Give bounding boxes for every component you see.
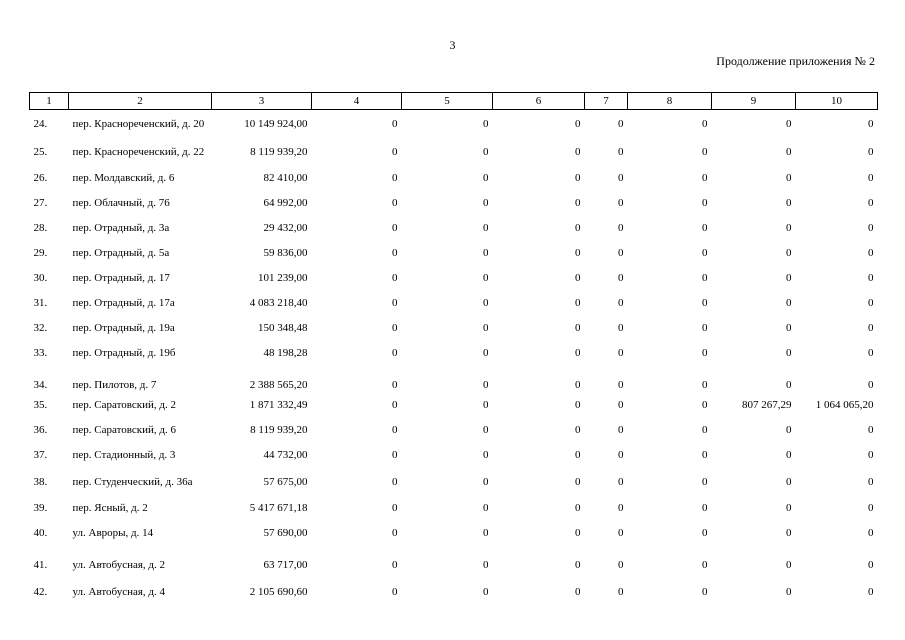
- address-cell: пер. Ясный, д. 2: [72, 502, 148, 514]
- row-number: 29.: [33, 247, 48, 259]
- value-cell-col10: 0: [868, 424, 874, 436]
- value-cell-col9: 0: [786, 585, 792, 598]
- value-cell-col4: 0: [392, 247, 398, 259]
- appendix-continuation-note: Продолжение приложения № 2: [716, 54, 875, 68]
- value-cell-col10: 0: [868, 558, 874, 571]
- value-cell-col5: 0: [483, 449, 489, 461]
- value-cell-col4: 0: [392, 399, 398, 411]
- value-cell-col9: 0: [786, 322, 792, 334]
- value-cell-col7: 0: [618, 558, 624, 571]
- value-cell-col3: 2 105 690,60: [249, 585, 308, 598]
- value-cell-col8: 0: [702, 502, 708, 514]
- value-cell-col3: 1 871 332,49: [249, 399, 308, 411]
- value-cell-col9: 0: [786, 297, 792, 309]
- value-cell-col6: 0: [575, 475, 581, 488]
- value-cell-col5: 0: [483, 145, 489, 158]
- value-cell-col4: 0: [392, 222, 398, 234]
- page-number: 3: [449, 38, 456, 52]
- value-cell-col5: 0: [483, 347, 489, 359]
- value-cell-col6: 0: [575, 222, 581, 234]
- value-cell-col9: 0: [786, 247, 792, 259]
- value-cell-col8: 0: [702, 197, 708, 209]
- value-cell-col3: 29 432,00: [263, 222, 308, 234]
- value-cell-col3: 48 198,28: [263, 347, 308, 359]
- value-cell-col3: 59 836,00: [263, 247, 308, 259]
- address-cell: ул. Авроры, д. 14: [72, 527, 154, 539]
- row-number: 31.: [33, 297, 48, 309]
- value-cell-col5: 0: [483, 117, 489, 130]
- table-row: [30, 468, 878, 496]
- value-cell-col7: 0: [618, 247, 624, 259]
- value-cell-col10: 0: [868, 172, 874, 184]
- value-cell-col9: 0: [786, 558, 792, 571]
- value-cell-col7: 0: [618, 117, 624, 130]
- address-cell: пер. Краснореченский, д. 22: [72, 145, 205, 158]
- value-cell-col6: 0: [575, 347, 581, 359]
- value-cell-col6: 0: [575, 527, 581, 539]
- address-cell: пер. Стадионный, д. 3: [72, 449, 176, 461]
- value-cell-col5: 0: [483, 502, 489, 514]
- value-cell-col8: 0: [702, 145, 708, 158]
- table-row: [30, 443, 878, 468]
- row-number: 40.: [33, 527, 48, 539]
- value-cell-col9: 0: [786, 527, 792, 539]
- value-cell-col5: 0: [483, 585, 489, 598]
- value-cell-col5: 0: [483, 399, 489, 411]
- table-row: [30, 366, 878, 393]
- value-cell-col5: 0: [483, 527, 489, 539]
- value-cell-col10: 0: [868, 347, 874, 359]
- value-cell-col4: 0: [392, 197, 398, 209]
- value-cell-col7: 0: [618, 145, 624, 158]
- value-cell-col9: 0: [786, 172, 792, 184]
- value-cell-col10: 0: [868, 297, 874, 309]
- value-cell-col10: 0: [868, 502, 874, 514]
- value-cell-col9: 0: [786, 222, 792, 234]
- address-cell: пер. Отрадный, д. 5а: [72, 247, 170, 259]
- value-cell-col8: 0: [702, 347, 708, 359]
- value-cell-col6: 0: [575, 502, 581, 514]
- address-cell: ул. Автобусная, д. 2: [72, 558, 166, 571]
- value-cell-col4: 0: [392, 558, 398, 571]
- row-number: 32.: [33, 322, 48, 334]
- value-cell-col7: 0: [618, 527, 624, 539]
- value-cell-col3: 82 410,00: [263, 172, 308, 184]
- value-cell-col9: 0: [786, 424, 792, 436]
- value-cell-col7: 0: [618, 399, 624, 411]
- row-number: 38.: [33, 475, 48, 488]
- table-row: [30, 138, 878, 166]
- value-cell-col6: 0: [575, 558, 581, 571]
- value-cell-col10: 0: [868, 222, 874, 234]
- value-cell-col6: 0: [575, 585, 581, 598]
- value-cell-col6: 0: [575, 197, 581, 209]
- value-cell-col7: 0: [618, 222, 624, 234]
- col-header-8: 8: [628, 93, 712, 110]
- value-cell-col4: 0: [392, 424, 398, 436]
- value-cell-col9: 0: [786, 197, 792, 209]
- value-cell-col4: 0: [392, 502, 398, 514]
- row-number: 28.: [33, 222, 48, 234]
- address-cell: пер. Отрадный, д. 3а: [72, 222, 170, 234]
- value-cell-col9: 0: [786, 449, 792, 461]
- table-body: [30, 110, 878, 600]
- value-cell-col8: 0: [702, 247, 708, 259]
- value-cell-col9: 0: [786, 272, 792, 284]
- value-cell-col8: 0: [702, 222, 708, 234]
- row-number: 41.: [33, 558, 48, 571]
- value-cell-col5: 0: [483, 475, 489, 488]
- value-cell-col3: 8 119 939,20: [250, 145, 308, 158]
- value-cell-col3: 63 717,00: [263, 558, 308, 571]
- value-cell-col10: 0: [868, 475, 874, 488]
- row-number: 34.: [33, 378, 48, 391]
- value-cell-col5: 0: [483, 378, 489, 391]
- table-row: [30, 266, 878, 291]
- value-cell-col3: 2 388 565,20: [249, 378, 308, 391]
- col-header-7: 7: [585, 93, 628, 110]
- address-cell: пер. Отрадный, д. 19а: [72, 322, 175, 334]
- value-cell-col5: 0: [483, 222, 489, 234]
- value-cell-col8: 0: [702, 585, 708, 598]
- value-cell-col8: 0: [702, 272, 708, 284]
- value-cell-col3: 10 149 924,00: [244, 117, 308, 130]
- value-cell-col6: 0: [575, 272, 581, 284]
- value-cell-col7: 0: [618, 502, 624, 514]
- value-cell-col8: 0: [702, 527, 708, 539]
- col-header-2: 2: [69, 93, 212, 110]
- value-cell-col4: 0: [392, 322, 398, 334]
- col-header-1: 1: [30, 93, 69, 110]
- value-cell-col5: 0: [483, 322, 489, 334]
- address-cell: пер. Саратовский, д. 6: [72, 424, 176, 436]
- table-row: [30, 291, 878, 316]
- value-cell-col10: 0: [868, 247, 874, 259]
- row-number: 27.: [33, 197, 48, 209]
- value-cell-col4: 0: [392, 475, 398, 488]
- address-cell: пер. Пилотов, д. 7: [72, 378, 157, 391]
- value-cell-col10: 0: [868, 449, 874, 461]
- value-cell-col7: 0: [618, 322, 624, 334]
- value-cell-col8: 0: [702, 399, 708, 411]
- value-cell-col6: 0: [575, 297, 581, 309]
- value-cell-col8: 0: [702, 117, 708, 130]
- row-number: 35.: [33, 399, 48, 411]
- table-row: [30, 496, 878, 521]
- col-header-5: 5: [402, 93, 493, 110]
- value-cell-col5: 0: [483, 197, 489, 209]
- address-cell: пер. Облачный, д. 76: [72, 197, 170, 209]
- table-row: [30, 418, 878, 443]
- row-number: 24.: [33, 117, 48, 130]
- value-cell-col10: 0: [868, 585, 874, 598]
- value-cell-col6: 0: [575, 117, 581, 130]
- table-row: [30, 341, 878, 366]
- value-cell-col8: 0: [702, 449, 708, 461]
- row-number: 39.: [33, 502, 48, 514]
- value-cell-col9: 0: [786, 117, 792, 130]
- value-cell-col3: 44 732,00: [263, 449, 308, 461]
- value-cell-col3: 150 348,48: [258, 322, 308, 334]
- value-cell-col10: 0: [868, 197, 874, 209]
- value-cell-col5: 0: [483, 272, 489, 284]
- value-cell-col10: 0: [868, 322, 874, 334]
- value-cell-col8: 0: [702, 322, 708, 334]
- value-cell-col10: 0: [868, 378, 874, 391]
- table-row: [30, 546, 878, 573]
- col-header-10: 10: [796, 93, 878, 110]
- value-cell-col4: 0: [392, 347, 398, 359]
- value-cell-col3: 101 239,00: [258, 272, 308, 284]
- address-cell: пер. Молдавский, д. 6: [72, 172, 175, 184]
- row-number: 42.: [33, 585, 48, 598]
- column-number-header: [30, 93, 878, 110]
- table-row: [30, 521, 878, 546]
- value-cell-col7: 0: [618, 378, 624, 391]
- value-cell-col3: 8 119 939,20: [250, 424, 308, 436]
- value-cell-col10: 1 064 065,20: [815, 399, 874, 411]
- value-cell-col4: 0: [392, 585, 398, 598]
- value-cell-col6: 0: [575, 247, 581, 259]
- address-cell: пер. Отрадный, д. 17а: [72, 297, 175, 309]
- value-cell-col5: 0: [483, 558, 489, 571]
- value-cell-col8: 0: [702, 424, 708, 436]
- value-cell-col4: 0: [392, 272, 398, 284]
- address-cell: пер. Студенческий, д. 36а: [72, 475, 193, 488]
- address-cell: пер. Саратовский, д. 2: [72, 399, 176, 411]
- value-cell-col6: 0: [575, 449, 581, 461]
- value-cell-col3: 57 690,00: [263, 527, 308, 539]
- value-cell-col9: 807 267,29: [742, 399, 792, 411]
- row-number: 26.: [33, 172, 48, 184]
- value-cell-col5: 0: [483, 424, 489, 436]
- value-cell-col4: 0: [392, 378, 398, 391]
- value-cell-col4: 0: [392, 449, 398, 461]
- value-cell-col4: 0: [392, 145, 398, 158]
- value-cell-col6: 0: [575, 399, 581, 411]
- table-row: [30, 573, 878, 600]
- value-cell-col7: 0: [618, 347, 624, 359]
- value-cell-col3: 4 083 218,40: [249, 297, 308, 309]
- value-cell-col7: 0: [618, 449, 624, 461]
- table-row: [30, 191, 878, 216]
- value-cell-col10: 0: [868, 272, 874, 284]
- value-cell-col8: 0: [702, 378, 708, 391]
- value-cell-col5: 0: [483, 247, 489, 259]
- value-cell-col10: 0: [868, 117, 874, 130]
- table-row: [30, 393, 878, 418]
- col-header-3: 3: [212, 93, 312, 110]
- value-cell-col7: 0: [618, 475, 624, 488]
- value-cell-col9: 0: [786, 475, 792, 488]
- value-cell-col3: 57 675,00: [263, 475, 308, 488]
- row-number: 33.: [33, 347, 48, 359]
- value-cell-col4: 0: [392, 297, 398, 309]
- value-cell-col9: 0: [786, 145, 792, 158]
- row-number: 37.: [33, 449, 48, 461]
- value-cell-col3: 64 992,00: [263, 197, 308, 209]
- value-cell-col6: 0: [575, 172, 581, 184]
- value-cell-col8: 0: [702, 475, 708, 488]
- value-cell-col8: 0: [702, 558, 708, 571]
- value-cell-col6: 0: [575, 322, 581, 334]
- value-cell-col4: 0: [392, 172, 398, 184]
- col-header-4: 4: [312, 93, 402, 110]
- value-cell-col7: 0: [618, 272, 624, 284]
- value-cell-col4: 0: [392, 527, 398, 539]
- col-header-6: 6: [493, 93, 585, 110]
- value-cell-col8: 0: [702, 172, 708, 184]
- value-cell-col7: 0: [618, 585, 624, 598]
- value-cell-col7: 0: [618, 297, 624, 309]
- value-cell-col6: 0: [575, 424, 581, 436]
- address-cell: ул. Автобусная, д. 4: [72, 585, 166, 598]
- value-cell-col9: 0: [786, 502, 792, 514]
- value-cell-col7: 0: [618, 424, 624, 436]
- value-cell-col3: 5 417 671,18: [249, 502, 308, 514]
- value-cell-col9: 0: [786, 347, 792, 359]
- row-number: 25.: [33, 145, 48, 158]
- value-cell-col7: 0: [618, 197, 624, 209]
- appendix-table: [29, 92, 878, 600]
- row-number: 30.: [33, 272, 48, 284]
- table-row: [30, 316, 878, 341]
- value-cell-col6: 0: [575, 378, 581, 391]
- row-number: 36.: [33, 424, 48, 436]
- address-cell: пер. Краснореченский, д. 20: [72, 117, 205, 130]
- table-row: [30, 216, 878, 241]
- value-cell-col9: 0: [786, 378, 792, 391]
- value-cell-col4: 0: [392, 117, 398, 130]
- table-row: [30, 241, 878, 266]
- value-cell-col8: 0: [702, 297, 708, 309]
- value-cell-col10: 0: [868, 527, 874, 539]
- value-cell-col5: 0: [483, 297, 489, 309]
- table-row: [30, 110, 878, 138]
- value-cell-col6: 0: [575, 145, 581, 158]
- address-cell: пер. Отрадный, д. 17: [72, 272, 170, 284]
- value-cell-col5: 0: [483, 172, 489, 184]
- value-cell-col7: 0: [618, 172, 624, 184]
- table-row: [30, 166, 878, 191]
- col-header-9: 9: [712, 93, 796, 110]
- address-cell: пер. Отрадный, д. 19б: [72, 347, 176, 359]
- value-cell-col10: 0: [868, 145, 874, 158]
